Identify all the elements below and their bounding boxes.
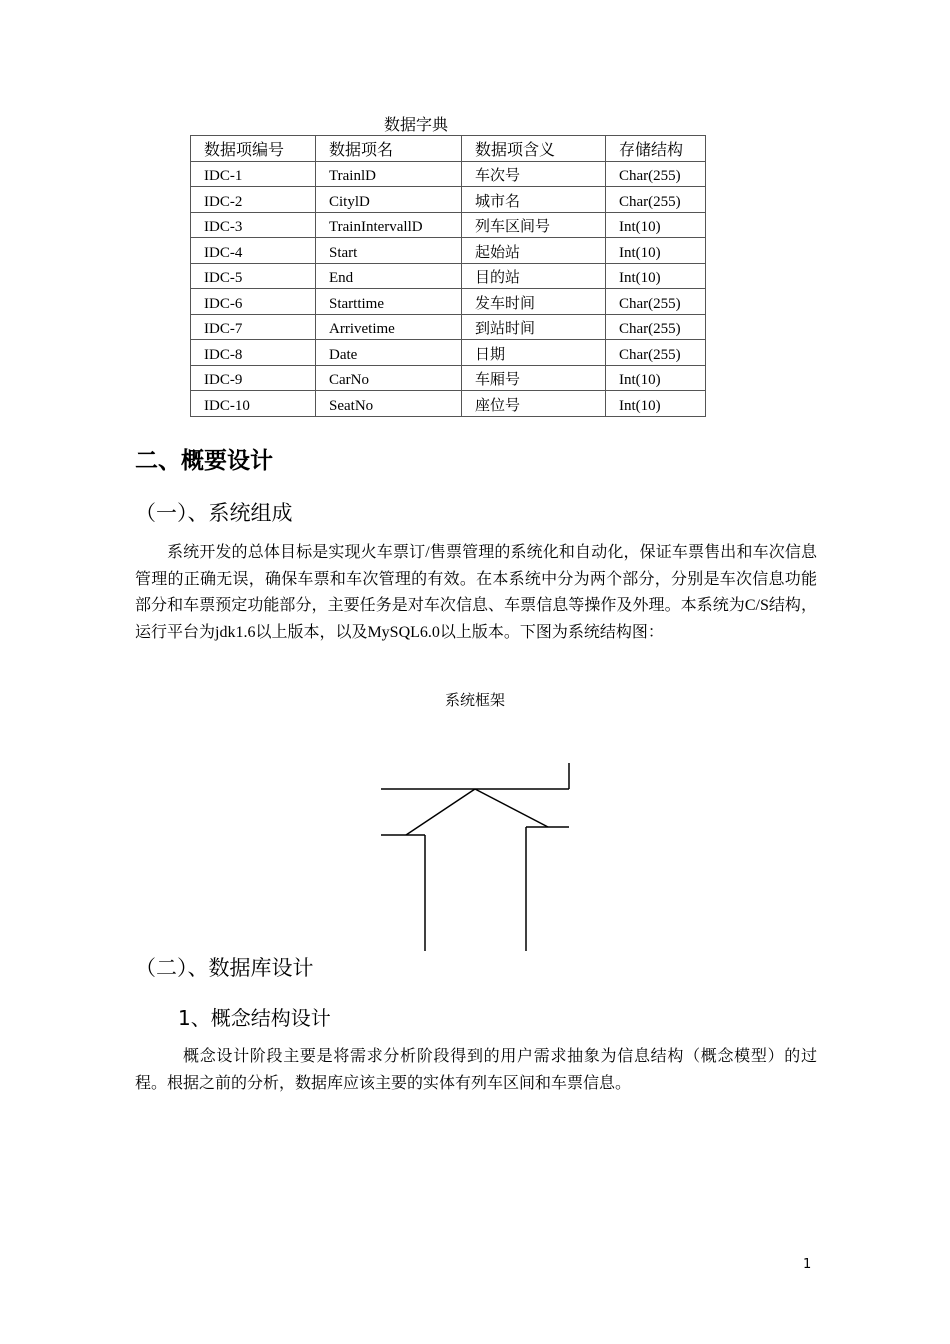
table-cell: Char(255)	[606, 289, 706, 315]
table-row	[191, 212, 706, 238]
table-caption: 数据字典	[384, 117, 449, 134]
header-cell: 数据项编号	[191, 136, 316, 162]
section-title-system: （一）、系统组成	[135, 501, 293, 525]
table-row	[191, 263, 706, 289]
table-cell: Char(255)	[606, 314, 706, 340]
table-cell: TrainlD	[316, 161, 462, 187]
table-cell: Char(255)	[606, 187, 706, 213]
data-dictionary-table	[190, 135, 706, 417]
table-cell: IDC-6	[191, 289, 316, 315]
figure-caption: 系统框架	[444, 691, 505, 709]
table-cell: Int(10)	[606, 238, 706, 264]
table-cell: CarNo	[316, 365, 462, 391]
table-cell: Date	[316, 340, 462, 366]
table-cell: Int(10)	[606, 212, 706, 238]
table-row	[191, 289, 706, 315]
table-row	[191, 340, 706, 366]
table-cell: 城市名	[462, 187, 606, 213]
system-paragraph: 系统开发的总体目标是实现火车票订/售票管理的系统化和自动化，保证车票售出和车次信息管理的正确无误，确保车票和车次管理的有效。在本系统中分为两个部分，分别是车次信息功能部分和车票预定功能部分，主要任务是对车次信息、车票信息等操作及外理。本系统为C/S结构，运行平台为jdk1.6以上版本，以及MySQL6.0以上版本。下图为系统结构图：	[135, 544, 817, 641]
table-cell: 车次号	[462, 161, 606, 187]
table-cell: Int(10)	[606, 263, 706, 289]
table-cell: 座位号	[462, 391, 606, 417]
table-cell: Char(255)	[606, 340, 706, 366]
table-cell: IDC-5	[191, 263, 316, 289]
diagram-arrow-right-slope	[475, 789, 548, 827]
table-row	[191, 314, 706, 340]
table-cell: 到站时间	[462, 314, 606, 340]
table-row	[191, 365, 706, 391]
table-cell: 日期	[462, 340, 606, 366]
table-cell: 起始站	[462, 238, 606, 264]
table-cell: Int(10)	[606, 391, 706, 417]
table-row	[191, 238, 706, 264]
header-cell: 存储结构	[606, 136, 706, 162]
header-cell: 数据项含义	[462, 136, 606, 162]
table-row	[191, 391, 706, 417]
table-cell: Arrivetime	[316, 314, 462, 340]
system-framework-diagram	[370, 755, 580, 955]
table-cell: 列车区间号	[462, 212, 606, 238]
table-cell: Start	[316, 238, 462, 264]
table-cell: SeatNo	[316, 391, 462, 417]
table-cell: 发车时间	[462, 289, 606, 315]
table-cell: Int(10)	[606, 365, 706, 391]
table-cell: Char(255)	[606, 161, 706, 187]
page-number: 1	[803, 1257, 812, 1272]
section-title-database: （二）、数据库设计	[135, 956, 314, 980]
diagram-arrow-left-slope	[406, 789, 475, 835]
table-cell: TrainIntervallD	[316, 212, 462, 238]
table-cell: IDC-4	[191, 238, 316, 264]
table-cell: IDC-2	[191, 187, 316, 213]
table-row	[191, 161, 706, 187]
section-title-outline: 二、概要设计	[135, 448, 273, 474]
table-cell: 车厢号	[462, 365, 606, 391]
table-header-row	[191, 136, 706, 162]
subsection-title-conceptual: 1、概念结构设计	[178, 1006, 331, 1030]
table-cell: CitylD	[316, 187, 462, 213]
table-cell: End	[316, 263, 462, 289]
table-cell: IDC-9	[191, 365, 316, 391]
table-cell: IDC-7	[191, 314, 316, 340]
table-cell: IDC-1	[191, 161, 316, 187]
table-cell: IDC-3	[191, 212, 316, 238]
table-row	[191, 187, 706, 213]
database-paragraph: 概念设计阶段主要是将需求分析阶段得到的用户需求抽象为信息结构（概念模型）的过程。根据之前的分析，数据库应该主要的实体有列车区间和车票信息。	[135, 1048, 817, 1092]
table-cell: IDC-10	[191, 391, 316, 417]
table-cell: Starttime	[316, 289, 462, 315]
table-cell: IDC-8	[191, 340, 316, 366]
header-cell: 数据项名	[316, 136, 462, 162]
table-cell: 目的站	[462, 263, 606, 289]
